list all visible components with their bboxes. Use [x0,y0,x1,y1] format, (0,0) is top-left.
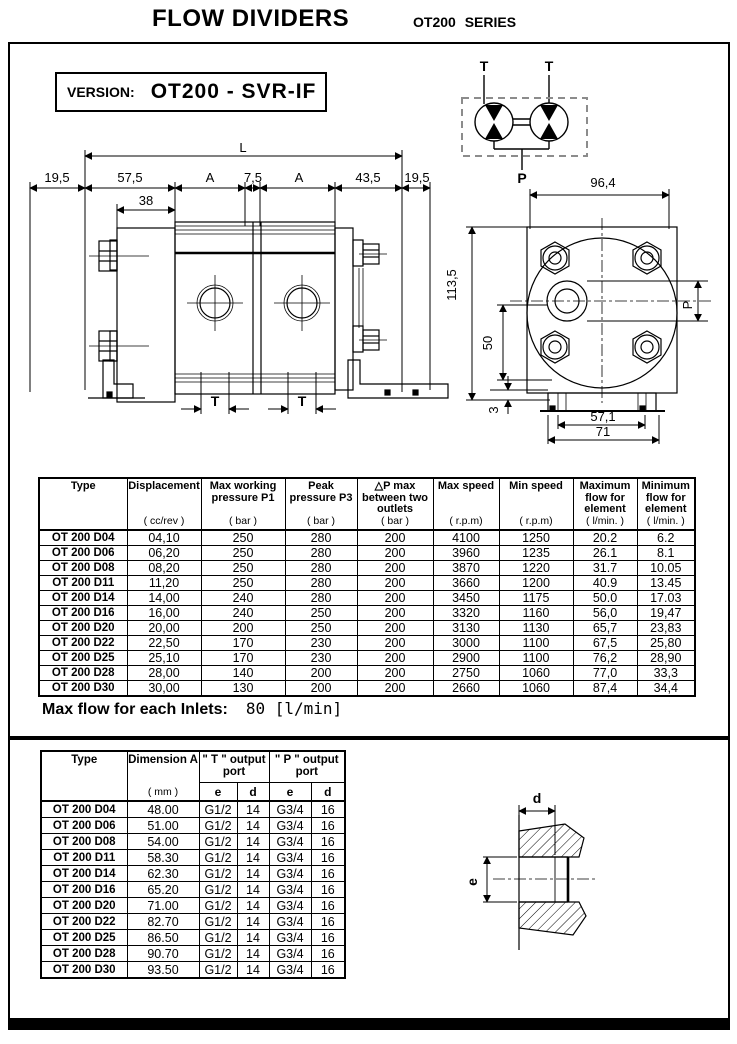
table-cell: 58.30 [127,850,199,866]
table-cell: 200 [285,666,357,681]
table-row [41,866,345,882]
table-row [41,946,345,962]
dimensions-table [40,750,346,979]
table-cell: OT 200 D04 [39,530,127,546]
table-cell: G3/4 [269,930,311,946]
dim-label-113-5: 113,5 [444,269,459,301]
table-cell: 200 [357,651,433,666]
table-cell: 08,20 [127,561,201,576]
table-cell: 4100 [433,530,499,546]
table-cell: G1/2 [199,834,237,850]
table-cell: 20.2 [573,530,637,546]
dim-label-57-5: 57,5 [117,170,143,185]
table-cell: 51.00 [127,818,199,834]
table-cell: 250 [285,606,357,621]
table-cell: OT 200 D06 [39,546,127,561]
table-cell: G3/4 [269,898,311,914]
table-row [39,576,695,591]
table-cell: 200 [357,576,433,591]
table-cell: 200 [357,591,433,606]
table-cell: OT 200 D20 [41,898,127,914]
table-cell: 3000 [433,636,499,651]
table-cell: 16 [311,866,345,882]
table-row [39,591,695,606]
table-cell: 280 [285,576,357,591]
table-cell: 280 [285,591,357,606]
col-header-t-e: e [199,783,237,802]
table-row [41,962,345,979]
table-cell: 2750 [433,666,499,681]
spec-table-section [38,477,696,697]
col-header-t-port: " T " output port [199,751,269,783]
table-cell: OT 200 D11 [39,576,127,591]
table-cell: G1/2 [199,801,237,818]
table-cell: 250 [201,561,285,576]
table-row [39,651,695,666]
table-cell: 230 [285,636,357,651]
table-cell: 16 [311,946,345,962]
table-cell: OT 200 D08 [41,834,127,850]
table-cell: 240 [201,606,285,621]
table-cell: 230 [285,651,357,666]
table-cell: 200 [357,561,433,576]
col-header-max-flow: Maximum flow for element ( l/min. ) [573,478,637,530]
table-cell: 48.00 [127,801,199,818]
table-cell: 23,83 [637,621,695,636]
table-cell: 1160 [499,606,573,621]
table-cell: OT 200 D16 [39,606,127,621]
table-cell: 1060 [499,681,573,697]
version-box [55,72,327,112]
table-cell: 90.70 [127,946,199,962]
table-cell: 3450 [433,591,499,606]
table-row [39,530,695,546]
table-cell: 3130 [433,621,499,636]
table-cell: G3/4 [269,882,311,898]
table-cell: G3/4 [269,946,311,962]
table-row [39,666,695,681]
port-detail-drawing [445,765,695,975]
schematic-port-t-left: T [479,58,489,74]
table-cell: 200 [357,606,433,621]
dim-label-96-4: 96,4 [590,175,616,190]
table-cell: 16 [311,930,345,946]
table-cell: 1130 [499,621,573,636]
table-cell: 10.05 [637,561,695,576]
table-cell: 8.1 [637,546,695,561]
table-cell: 14 [237,898,269,914]
table-cell: 14 [237,801,269,818]
table-cell: 3320 [433,606,499,621]
table-cell: 77,0 [573,666,637,681]
table-cell: G3/4 [269,801,311,818]
dim-label-43-5: 43,5 [355,170,381,185]
table-cell: OT 200 D25 [39,651,127,666]
table-cell: 200 [357,546,433,561]
page-title: FLOW DIVIDERS [152,5,350,32]
table-cell: 19,47 [637,606,695,621]
table-cell: G3/4 [269,962,311,979]
table-cell: 1220 [499,561,573,576]
table-cell: 14 [237,946,269,962]
table-cell: 22,50 [127,636,201,651]
max-flow-value: 80 [l/min] [245,699,343,718]
table-row [41,898,345,914]
col-header-delta-p: △P max between two outlets ( bar ) [357,478,433,530]
table-row [41,834,345,850]
table-cell: 1100 [499,651,573,666]
table-row [41,801,345,818]
table-cell: 1060 [499,666,573,681]
table-row [41,850,345,866]
table-cell: 240 [201,591,285,606]
table-cell: 16 [311,882,345,898]
table-cell: G1/2 [199,882,237,898]
spec-table [38,477,696,697]
table-cell: OT 200 D25 [41,930,127,946]
table-cell: OT 200 D22 [39,636,127,651]
table-cell: 3660 [433,576,499,591]
table-cell: 86.50 [127,930,199,946]
table-cell: 14,00 [127,591,201,606]
table-cell: 16 [311,801,345,818]
table-cell: 280 [285,546,357,561]
table-cell: 82.70 [127,914,199,930]
table-cell: G1/2 [199,914,237,930]
table-cell: OT 200 D20 [39,621,127,636]
table-cell: 11,20 [127,576,201,591]
col-header-t-d: d [237,783,269,802]
table-cell: 200 [357,681,433,697]
max-flow-label: Max flow for each Inlets: [42,701,228,718]
table-cell: 250 [285,621,357,636]
table-cell: 1235 [499,546,573,561]
table-cell: 06,20 [127,546,201,561]
table-cell: OT 200 D30 [41,962,127,979]
table-cell: G3/4 [269,866,311,882]
table-row [39,546,695,561]
table-cell: 250 [201,546,285,561]
col-header-min-speed: Min speed ( r.p.m) [499,478,573,530]
table-cell: 3870 [433,561,499,576]
table-row [39,681,695,697]
dim-label-71: 71 [595,424,611,439]
bolt-bottom-right [633,331,661,363]
dim-label-19-5-left: 19,5 [44,170,70,185]
port-section-body [493,815,597,950]
table-row [41,818,345,834]
dim-label-d: d [532,790,542,806]
table-cell: 16 [311,834,345,850]
table-cell: 170 [201,651,285,666]
version-label: VERSION: [67,84,135,100]
dim-label-3: 3 [486,406,501,414]
table-cell: 250 [201,530,285,546]
side-view-dimension-lines [30,150,430,392]
table-cell: 200 [357,636,433,651]
table-cell: 25,80 [637,636,695,651]
table-cell: 14 [237,850,269,866]
spec-table-header [39,478,695,530]
table-cell: 14 [237,882,269,898]
col-header-peak-pressure: Peak pressure P3 ( bar ) [285,478,357,530]
table-row [39,606,695,621]
spec-table-body [39,530,695,696]
table-cell: 54.00 [127,834,199,850]
table-row [41,882,345,898]
table-cell: 16,00 [127,606,201,621]
dim-label-19-5-right: 19,5 [404,170,430,185]
table-cell: 200 [201,621,285,636]
col-header-min-flow: Minimum flow for element ( l/min. ) [637,478,695,530]
table-cell: G1/2 [199,866,237,882]
bolt-top-left [541,242,569,274]
version-value: OT200 - SVR-IF [150,80,317,103]
table-cell: 14 [237,866,269,882]
table-cell: OT 200 D06 [41,818,127,834]
table-cell: 280 [285,530,357,546]
table-cell: 14 [237,834,269,850]
table-cell: 16 [311,914,345,930]
dim-label-l: L [239,140,247,155]
table-cell: G3/4 [269,914,311,930]
table-cell: G1/2 [199,930,237,946]
table-cell: OT 200 D08 [39,561,127,576]
table-cell: 2660 [433,681,499,697]
table-cell: OT 200 D14 [41,866,127,882]
schematic-port-t-right: T [544,58,554,74]
port-label-p: P [680,300,695,310]
table-cell: 62.30 [127,866,199,882]
table-cell: 200 [357,621,433,636]
dim-label-e: e [464,878,480,886]
flange-body [510,218,712,411]
col-header-p-port: " P " output port [269,751,345,783]
table-cell: G1/2 [199,850,237,866]
table-cell: 250 [201,576,285,591]
table-cell: 16 [311,962,345,979]
table-cell: 20,00 [127,621,201,636]
table-cell: G1/2 [199,818,237,834]
col-header-displacement: Displacement ( cc/rev ) [127,478,201,530]
table-cell: 65,7 [573,621,637,636]
table-cell: 14 [237,914,269,930]
table-cell: 30,00 [127,681,201,697]
table-cell: 87,4 [573,681,637,697]
dim-label-7-5: 7,5 [243,170,263,185]
table-cell: 31.7 [573,561,637,576]
table-cell: 56,0 [573,606,637,621]
table-cell: 140 [201,666,285,681]
table-cell: 28,00 [127,666,201,681]
table-cell: 1250 [499,530,573,546]
col-header-p-d: d [311,783,345,802]
table-cell: 33,3 [637,666,695,681]
col-header-type: Type [39,478,127,530]
col-header-p-e: e [269,783,311,802]
table-cell: 200 [357,530,433,546]
bolt-bottom-left [541,331,569,363]
schematic-port-p: P [517,170,527,186]
table-cell: 50.0 [573,591,637,606]
table-cell: 170 [201,636,285,651]
table-cell: OT 200 D28 [39,666,127,681]
table-cell: 130 [201,681,285,697]
table-cell: OT 200 D22 [41,914,127,930]
table-cell: G1/2 [199,898,237,914]
col-header-type2: Type [41,751,127,801]
schematic-lines [462,75,587,170]
table-cell: 16 [311,850,345,866]
table-cell: 14 [237,818,269,834]
table-row [41,930,345,946]
table-cell: 14 [237,962,269,979]
table-cell: 13.45 [637,576,695,591]
dim-label-a-right: A [294,170,304,185]
table-cell: G3/4 [269,850,311,866]
dim-label-50: 50 [480,335,495,351]
table-cell: OT 200 D04 [41,801,127,818]
table-cell: 1175 [499,591,573,606]
table-cell: 04,10 [127,530,201,546]
table-cell: 71.00 [127,898,199,914]
dimensions-table-section [40,750,346,979]
table-cell: G1/2 [199,962,237,979]
side-view-body [88,222,448,402]
table-cell: 14 [237,930,269,946]
table-cell: OT 200 D30 [39,681,127,697]
table-row [41,914,345,930]
table-cell: 1200 [499,576,573,591]
table-cell: G1/2 [199,946,237,962]
table-cell: 16 [311,898,345,914]
table-cell: 28,90 [637,651,695,666]
table-cell: 25,10 [127,651,201,666]
table-row [39,621,695,636]
table-row [39,636,695,651]
col-header-dimension-a: Dimension A ( mm ) [127,751,199,801]
port-label-t-right: T [297,393,307,409]
table-cell: G3/4 [269,818,311,834]
table-cell: 34,4 [637,681,695,697]
table-cell: 76,2 [573,651,637,666]
dim-label-38: 38 [138,193,154,208]
table-cell: OT 200 D28 [41,946,127,962]
dim-label-57-1: 57,1 [590,409,616,424]
side-view-drawing [15,140,447,432]
col-header-max-working-pressure: Max working pressure P1 ( bar ) [201,478,285,530]
table-cell: 17.03 [637,591,695,606]
table-cell: 26.1 [573,546,637,561]
table-cell: 93.50 [127,962,199,979]
col-header-max-speed: Max speed ( r.p.m) [433,478,499,530]
table-cell: OT 200 D16 [41,882,127,898]
table-row [39,561,695,576]
table-cell: OT 200 D14 [39,591,127,606]
table-cell: 16 [311,818,345,834]
dimensions-table-body [41,801,345,978]
table-cell: 3960 [433,546,499,561]
table-cell: 200 [285,681,357,697]
port-label-t-left: T [210,393,220,409]
dimensions-table-header [41,751,345,801]
table-cell: 67,5 [573,636,637,651]
table-cell: G3/4 [269,834,311,850]
max-flow-note [42,699,342,719]
table-cell: OT 200 D11 [41,850,127,866]
table-cell: 280 [285,561,357,576]
dim-label-a-left: A [205,170,215,185]
flange-view-drawing [440,163,732,453]
table-cell: 200 [357,666,433,681]
table-cell: 6.2 [637,530,695,546]
table-cell: 2900 [433,651,499,666]
table-cell: 1100 [499,636,573,651]
series-subtitle: OT200 SERIES [413,14,517,30]
table-cell: 65.20 [127,882,199,898]
table-cell: 40.9 [573,576,637,591]
